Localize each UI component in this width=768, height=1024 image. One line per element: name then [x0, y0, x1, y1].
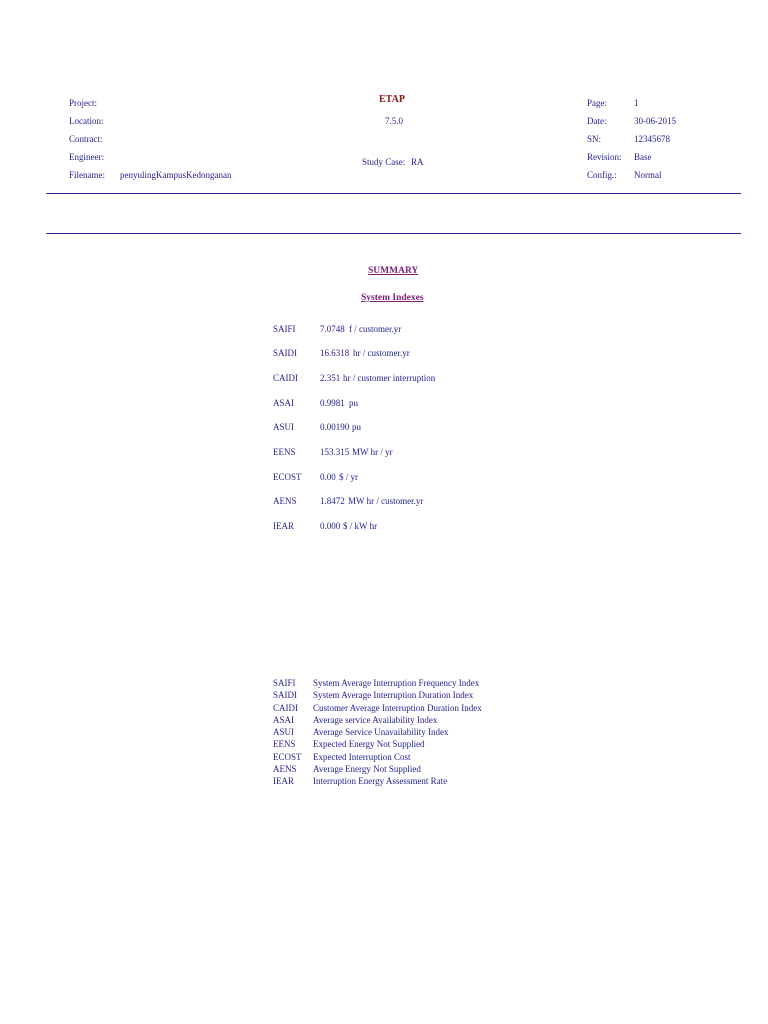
- legend-definition: Average Service Unavailability Index: [313, 727, 449, 737]
- legend-definition: Interruption Energy Assessment Rate: [313, 776, 448, 786]
- index-name: IEAR: [273, 521, 294, 531]
- index-value: 153.315: [320, 447, 350, 457]
- index-name: AENS: [273, 496, 297, 506]
- engineer-label: Engineer:: [69, 152, 104, 162]
- index-unit: MW hr / yr: [352, 447, 393, 457]
- legend-abbr: AENS: [273, 764, 297, 774]
- legend-abbr: EENS: [273, 739, 296, 749]
- revision-value: Base: [634, 152, 652, 162]
- legend-abbr: SAIDI: [273, 690, 297, 700]
- index-value: 0.00190: [320, 422, 350, 432]
- legend-abbr: SAIFI: [273, 678, 296, 688]
- revision-label: Revision:: [587, 152, 622, 162]
- index-value: 7.0748: [320, 324, 345, 334]
- legend-definition: System Average Interruption Frequency Index: [313, 678, 480, 688]
- index-name: ECOST: [273, 472, 302, 482]
- legend-definition: Expected Energy Not Supplied: [313, 739, 425, 749]
- legend-definition: System Average Interruption Duration Index: [313, 690, 474, 700]
- index-unit: MW hr / customer.yr: [348, 496, 424, 506]
- contract-label: Contract:: [69, 134, 103, 144]
- index-name: SAIDI: [273, 348, 297, 358]
- legend-abbr: IEAR: [273, 776, 294, 786]
- index-unit: f / customer.yr: [349, 324, 402, 334]
- filename-value: penyulingKampusKedonganan: [120, 170, 232, 180]
- legend-definition: Average Energy Not Supplied: [313, 764, 421, 774]
- header-divider-bottom: [46, 233, 741, 234]
- program-title: ETAP: [379, 94, 405, 105]
- index-name: EENS: [273, 447, 296, 457]
- date-value: 30-06-2015: [634, 116, 676, 126]
- index-unit: hr / customer interruption: [343, 373, 436, 383]
- sn-value: 12345678: [634, 134, 670, 144]
- page-label: Page:: [587, 98, 607, 108]
- page-value: 1: [634, 98, 639, 108]
- config-label: Config.:: [587, 170, 617, 180]
- filename-label: Filename:: [69, 170, 105, 180]
- summary-title: SUMMARY: [368, 266, 419, 276]
- index-value: 0.9981: [320, 398, 345, 408]
- legend-definition: Expected Interruption Cost: [313, 752, 411, 762]
- study-case-value: RA: [411, 157, 424, 167]
- index-value: 0.000: [320, 521, 341, 531]
- index-value: 0.00: [320, 472, 336, 482]
- index-name: ASUI: [273, 422, 295, 432]
- legend-abbr: ECOST: [273, 752, 302, 762]
- legend-definition: Average service Availability Index: [313, 715, 438, 725]
- program-version: 7.5.0: [385, 116, 403, 126]
- sn-label: SN:: [587, 134, 602, 144]
- index-unit: pu: [352, 422, 361, 432]
- index-value: 2.351: [320, 373, 341, 383]
- index-name: CAIDI: [273, 373, 298, 383]
- legend-abbr: ASAI: [273, 715, 295, 725]
- project-label: Project:: [69, 98, 97, 108]
- header-divider-top: [46, 193, 741, 194]
- study-case-label: Study Case:: [362, 157, 406, 167]
- legend-abbr: CAIDI: [273, 703, 298, 713]
- index-name: ASAI: [273, 398, 295, 408]
- index-unit: pu: [349, 398, 358, 408]
- index-value: 1.8472: [320, 496, 345, 506]
- index-unit: hr / customer.yr: [353, 348, 410, 358]
- index-value: 16.6318: [320, 348, 350, 358]
- config-value: Normal: [634, 170, 662, 180]
- index-unit: $ / kW hr: [343, 521, 378, 531]
- legend-abbr: ASUI: [273, 727, 295, 737]
- index-name: SAIFI: [273, 324, 296, 334]
- legend-definition: Customer Average Interruption Duration Index: [313, 703, 482, 713]
- date-label: Date:: [587, 116, 607, 126]
- index-unit: $ / yr: [339, 472, 358, 482]
- system-indexes-title: System Indexes: [361, 293, 424, 303]
- location-label: Location:: [69, 116, 104, 126]
